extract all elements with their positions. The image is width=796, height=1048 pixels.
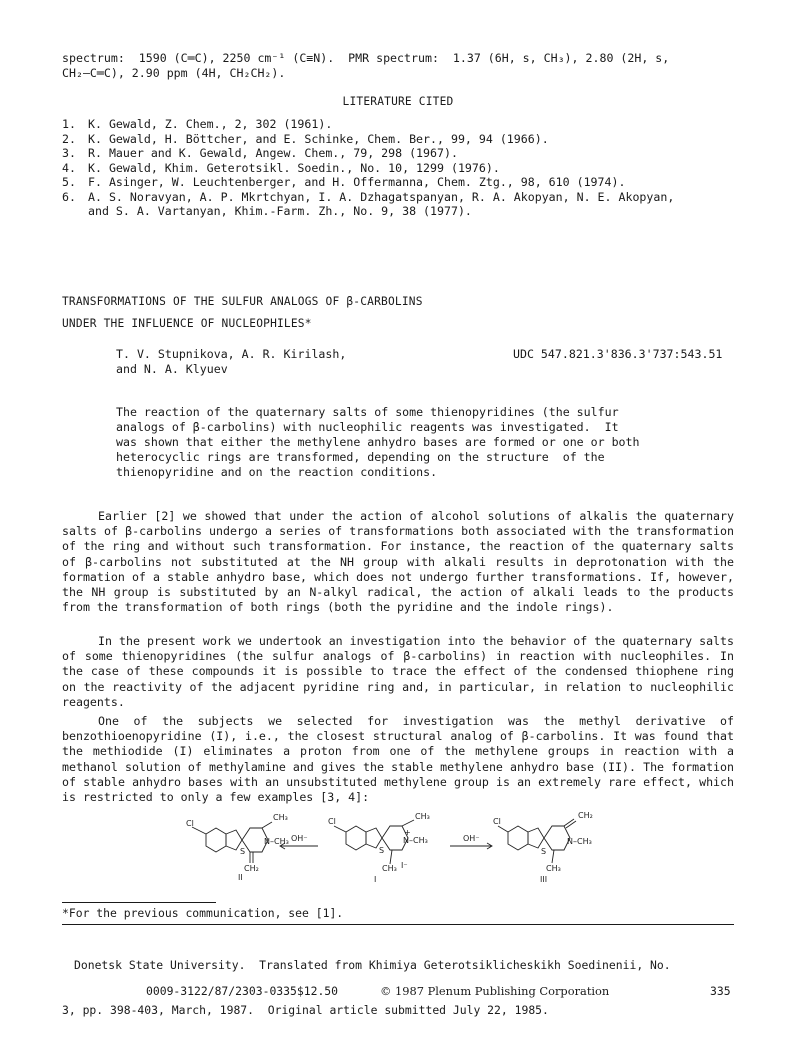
compound-iii-ch2: CH₂ [578,811,593,820]
reference-number: 3. [62,146,76,160]
reference-item [62,146,458,161]
page-number: 335 [710,984,731,998]
reference-number: 4. [62,160,76,175]
abstract-line: analogs of β-carbolins) with nucleophilic reagents was investigated. It [116,420,619,434]
compound-ii-cl: Cl [186,819,194,828]
compound-i-ch3-bottom: CH₃ [382,864,397,873]
footnote: *For the previous communication, see [1]. [62,906,344,920]
reference-number: 2. [62,131,76,146]
udc-code: UDC 547.821.3'836.3'737:543.51 [513,347,723,361]
compound-ii-ch3: CH₃ [273,813,288,822]
abstract-line: heterocyclic rings are transformed, depending on the structure of the [116,450,605,464]
article-title-line-2: UNDER THE INFLUENCE OF NUCLEOPHILES* [62,317,312,330]
reference-number: 6. [62,189,76,204]
affiliation-line-1: Donetsk State University. Translated from Khimiya Geterotsiklicheskikh Soedinenii, No. [74,958,671,972]
compound-ii-n-ch3: N–CH₃ [264,837,289,846]
reference-text: K. Gewald, Z. Chem., 2, 302 (1961). [88,117,333,131]
compound-iii-n-ch3: N–CH₃ [567,837,592,846]
compound-i-s: S [379,846,385,855]
compound-iii-cl: Cl [493,817,501,826]
compound-i-n-ch3: N–CH₃ [403,836,428,845]
reference-text: and S. A. Vartanyan, Khim.-Farm. Zh., No. 9, 38 (1977). [88,204,472,218]
spectrum-line-1: spectrum: 1590 (C═C), 2250 cm⁻¹ (C≡N). PMR spectrum: 1.37 (6H, s, CH₃), 2.80 (2H, s, [62,51,670,65]
footnote-rule [62,902,216,903]
affiliation-line-2: 3, pp. 398-403, March, 1987. Original article submitted July 22, 1985. [62,1003,549,1017]
reference-item [62,117,332,132]
compound-iii-label: III [540,875,548,884]
authors-line-2: and N. A. Klyuev [116,362,228,376]
arrow-right-reagent: OH⁻ [463,834,480,843]
body-paragraph-1: Earlier [2] we showed that under the action of alcohol solutions of alkalis the quaternary salts of β-carbolins undergo a series of transformations both associated with the transformation of the ring and without such transformation. For instance, the reaction of the quaternary salts of β-carbolins not substituted at the NH group with alkali results in deprotonation with the formation of a stable anhydro base, which does not undergo further transformations. If, however, the NH group is substituted by an N-alkyl radical, the action of alkali leads to the products from the transformation of both rings (both the pyridine and the indole rings). [62,509,734,615]
compound-ii-s: S [240,847,246,856]
compound-i-cl: Cl [328,817,336,826]
reference-number: 1. [62,117,76,131]
abstract-line: was shown that either the methylene anhydro bases are formed or one or both [116,435,640,449]
compound-i-iodide: I⁻ [401,861,408,870]
body-paragraph-2: In the present work we undertook an investigation into the behavior of the quaternary salts of some thienopyridines (the sulfur analogs of β-carbolins) in reaction with nucleophiles. In the case of these compounds it is possible to trace the effect of the condensed thiophene ring on the reactivity of the adjacent pyridine ring and, in particular, in relation to nucleophilic reagents. [62,634,734,709]
compound-ii-structure [192,822,272,863]
abstract-line: The reaction of the quaternary salts of some thienopyridines (the sulfur [116,405,619,419]
compound-iii-ch3-bottom: CH₃ [546,864,561,873]
reference-text: R. Mauer and K. Gewald, Angew. Chem., 79, 298 (1967). [88,146,458,160]
literature-heading: LITERATURE CITED [342,95,454,108]
abstract-line: thienopyridine and on the reaction conditions. [116,465,438,479]
compound-iii-structure [498,819,576,863]
reference-text: F. Asinger, W. Leuchtenberger, and H. Offermanna, Chem. Ztg., 98, 610 (1974). [88,175,626,189]
reference-item [62,161,500,176]
arrow-left-reagent: OH⁻ [291,834,308,843]
compound-ii-ch2: CH₂ [244,864,259,873]
affiliation-rule [62,924,734,925]
spectrum-line-2: CH₂—C═C), 2.90 ppm (4H, CH₂CH₂). [62,66,286,80]
compound-i-ch3: CH₃ [415,812,430,821]
compound-i-label: I [374,875,377,884]
authors-line-1: T. V. Stupnikova, A. R. Kirilash, [116,347,347,361]
copyright-notice: © 1987 Plenum Publishing Corporation [380,984,610,998]
reaction-scheme [160,808,640,886]
reference-item [62,132,549,147]
article-title-line-1: TRANSFORMATIONS OF THE SULFUR ANALOGS OF β-CARBOLINS [62,295,423,308]
compound-i-structure [334,820,414,864]
reference-number: 5. [62,175,76,189]
reference-item [62,204,472,219]
reference-text: K. Gewald, H. Böttcher, and E. Schinke, Chem. Ber., 99, 94 (1966). [88,131,549,146]
reference-text: A. S. Noravyan, A. P. Mkrtchyan, I. A. Dzhagatspanyan, R. A. Akopyan, N. E. Akopyan, [88,189,675,204]
body-paragraph-3: One of the subjects we selected for investigation was the methyl derivative of benzothioenopyridine (I), i.e., the closest structural analog of β-carbolins. It was found that the methiodide (I) eliminates a proton from one of the methylene groups in reaction with a methanol solution of methylamine and gives the stable methylene anhydro base (II). The formation of stable anhydro bases with an unsubstituted methylene group is an extremely rare effect, which is restricted to only a few examples [3, 4]: [62,714,734,805]
compound-i-plus: + [404,828,411,837]
publication-code: 0009-3122/87/2303-0335$12.50 [146,984,339,998]
reference-text: K. Gewald, Khim. Geterotsikl. Soedin., No. 10, 1299 (1976). [88,160,500,175]
compound-iii-s: S [541,847,547,856]
compound-ii-label: II [238,873,243,882]
reference-item [62,190,674,205]
reference-item [62,175,625,190]
